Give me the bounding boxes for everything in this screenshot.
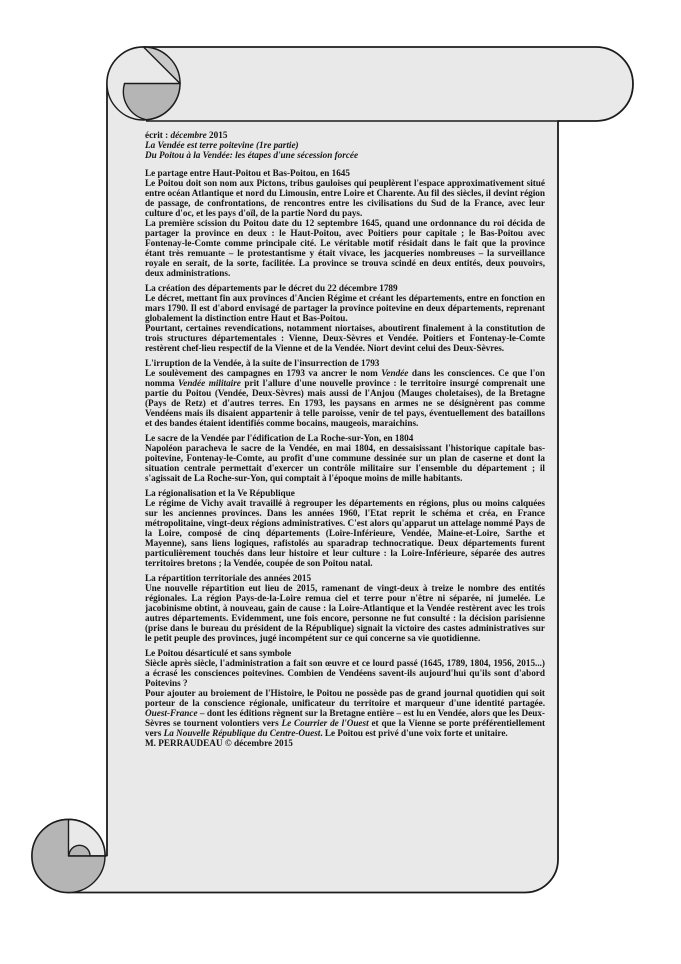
section-paragraph xyxy=(145,368,545,428)
italic-run: Vendée xyxy=(381,368,409,378)
sections xyxy=(145,168,545,738)
section-heading: La régionalisation et la Ve République xyxy=(145,488,295,498)
italic-run: La Nouvelle République du Centre-Ouest xyxy=(163,728,321,738)
section-paragraph xyxy=(145,658,545,688)
section-paragraph xyxy=(145,293,545,323)
italic-run: Le Courrier de l'Ouest xyxy=(281,718,369,728)
text-run: Pour ajouter au broiement de l'Histoire, le Poitou ne possède pas de grand journal quotidien qui soit porteur de la conscience régionale, unificateur du territoire et marqueur d'une identité partagée. xyxy=(145,688,545,708)
section-heading: Le sacre de la Vendée par l'édification de La Roche-sur-Yon, en 1804 xyxy=(145,433,414,443)
text-run: La première scission du Poitou date du 12 septembre 1645, quand une ordonnance du roi décida de partager la province en deux : le Haut-Poitou, avec Poitiers pour capitale ; le Bas-Poitou avec Fontenay-le-Comte comme principale cité. Le véritable motif résidait dans le fait que la province étant très remuante – le protestantisme y était vivace, les jacqueries nombreuses – la surveillance royale en serait, de la sorte, facilitée. La province se trouva scindé en deux entités, deux pouvoirs, deux administrations. xyxy=(145,218,545,278)
section-paragraph xyxy=(145,688,545,738)
text-run: . Le Poitou est privé d'une voix forte et unitaire. xyxy=(320,728,508,738)
section-paragraph xyxy=(145,323,545,353)
text-run: Une nouvelle répartition eut lieu de 2015, ramenant de vingt-deux à treize le nombre des entités régionales. La région Pays-de-la-Loire remua ciel et terre pour n'être ni séparée, ni jumelée. Le jacobinisme obtint, à nouveau, gain de cause : la Loire-Atlantique et la Vendée restèrent avec les trois autres départements. Evidemment, une fois encore, personne ne fut consulté : la décision parisienne (prise dans le bureau du président de la République) signait la victoire des castes administratives sur le petit peuple des provinces, jugé incompétent sur ce qui concerne sa vie quotidienne. xyxy=(145,583,545,643)
section xyxy=(145,648,545,738)
document-subtitle: Du Poitou à la Vendée: les étapes d'une sécession forcée xyxy=(145,150,359,160)
text-run: Siècle après siècle, l'administration a fait son œuvre et ce lourd passé (1645, 1789, 1804, 1956, 2015...) a écrasé les consciences poitevines. Combien de Vendéens savent-ils aujourd'hui qu'ils sont d'abord Poitevins ? xyxy=(145,658,545,688)
document-title: La Vendée est terre poitevine (1re partie) xyxy=(145,140,299,150)
text-run: Le soulèvement des campagnes en 1793 va ancrer le nom xyxy=(145,368,382,378)
italic-run: décembre xyxy=(170,130,207,140)
footer-line: M. PERRAUDEAU © décembre 2015 xyxy=(145,738,293,748)
italic-run: Vendée militaire xyxy=(178,378,241,388)
text-run: et que la Vienne se porte préférentiellement vers xyxy=(145,718,546,738)
text-run: Le décret, mettant fin aux provinces d'Ancien Régime et créant les départements, entre en fonction en mars 1790. Il est d'abord envisagé de partager la province poitevine en deux départements, reprenant globalement la distinction entre Haut et Bas-Poitou. xyxy=(145,293,545,323)
section xyxy=(145,433,545,483)
text-run: Le Poitou doit son nom aux Pictons, tribus gauloises qui peuplèrent l'espace approximativement situé entre océan Atlantique et nord du Limousin, entre Loire et Charente. Au fil des siècles, il devint région de passage, de confrontations, de rencontres entre les civilisations du Sud de la France, avec leur culture d'oc, et les pays d'oïl, de la partie Nord du pays. xyxy=(145,178,545,218)
text-run: prit l'allure d'une nouvelle province : le territoire insurgé comprenait une partie du Poitou (Vendée, Deux-Sèvres) mais aussi de l'Anjou (Mauges choletaises), de la Bretagne (Pays de Retz) et d'autres terres. En 1793, les paysans en armes ne se désignèrent pas comme Vendéens mais ils disaient appartenir à telle paroisse, venir de tel pays, éventuellement des bataillons et des bandes étaient identifiés comme bocains, maugeois, maraichins. xyxy=(145,378,545,428)
section-heading: Le partage entre Haut-Poitou et Bas-Poitou, en 1645 xyxy=(145,168,350,178)
section-paragraph xyxy=(145,583,545,643)
section-paragraph xyxy=(145,178,545,218)
text-run: écrit : xyxy=(145,130,171,140)
italic-run: Ouest-France xyxy=(145,708,198,718)
document-content xyxy=(145,130,545,748)
section-paragraph xyxy=(145,443,545,483)
section-paragraph xyxy=(145,498,545,568)
text-run: – dont les éditions règnent sur la Bretagne entière – est lu en Vendée, alors que les Deux-Sèvres se tournent volontiers vers xyxy=(145,708,545,728)
text-run: Le régime de Vichy avait travaillé à regrouper les départements en régions, plus ou moins calquées sur les anciennes provinces. Dans les années 1960, l'Etat reprit le schéma et créa, en France métropolitaine, vingt-deux régions administratives. C'est alors qu'apparut un attelage nommé Pays de la Loire, composé de cinq départements (Loire-Inférieure, Vendée, Maine-et-Loire, Sarthe et Mayenne), sans liens logiques, rafistolés au sparadrap technocratique. Deux départements furent particulièrement touchés dans leur histoire et leur culture : la Loire-Inférieure, séparée des autres territoires bretons ; la Vendée, coupée de son Poitou natal. xyxy=(145,498,545,568)
section xyxy=(145,488,545,568)
text-run: 2015 xyxy=(206,130,228,140)
text-run: Napoléon paracheva le sacre de la Vendée, en mai 1804, en dessaisissant l'historique capitale bas-poitevine, Fontenay-le-Comte, au profit d'une commune dessinée sur un plan de caserne et dont la situation centrale permettait d'exercer un contrôle militaire sur l'ensemble du département ; il s'agissait de La Roche-sur-Yon, qui comptait à l'époque moins de mille habitants. xyxy=(145,443,545,483)
section-heading: L'irruption de la Vendée, à la suite de l'insurrection de 1793 xyxy=(145,358,380,368)
section-heading: La répartition territoriale des années 2015 xyxy=(145,573,312,583)
meta-line xyxy=(145,130,545,140)
section xyxy=(145,573,545,643)
section-paragraph xyxy=(145,218,545,278)
section-heading: Le Poitou désarticulé et sans symbole xyxy=(145,648,292,658)
text-run: dans les consciences. Ce que l'on nomma xyxy=(145,368,545,388)
section xyxy=(145,283,545,353)
text-run: Pourtant, certaines revendications, notamment niortaises, aboutirent finalement à la constitution de trois structures départementales : Vienne, Deux-Sèvres et Vendée. Poitiers et Fontenay-le-Comte restèrent chef-lieu respectif de la Vienne et de la Vendée. Niort devint celui des Deux-Sèvres. xyxy=(145,323,545,353)
section xyxy=(145,358,545,428)
section-heading: La création des départements par le décret du 22 décembre 1789 xyxy=(145,283,398,293)
section xyxy=(145,168,545,278)
